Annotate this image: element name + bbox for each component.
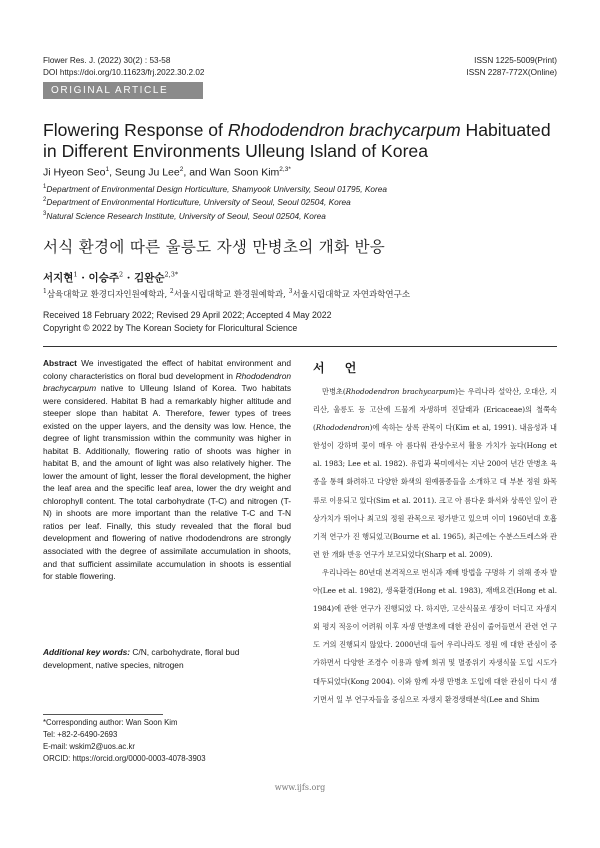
footnote-line: *Corresponding author: Wan Soon Kim: [43, 718, 178, 727]
keywords-text: C/N, carbohydrate, floral bud development, native species, nitrogen: [43, 647, 240, 670]
title-part-1: Flowering Response of: [43, 120, 228, 140]
abstract-line: B, and the amount of light was also relatively higher. The: [71, 458, 292, 469]
abstract-line: Rhododendron brachycarpum native to Ulleung Island of: [43, 370, 292, 394]
copyright-line: Copyright © 2022 by The Korean Society for Floricultural Science: [43, 322, 298, 333]
abstract-line: transmission within the community was higher in habitat B.: [43, 433, 291, 456]
abstract-line: Korea. Two habitats were considered. Habitat B had a: [43, 383, 292, 406]
footnote-line[interactable]: E-mail: wskim2@uos.ac.kr: [43, 741, 135, 751]
footnote-divider: [43, 714, 163, 715]
footnote-line: Tel: +82-2-6490-2693: [43, 729, 118, 739]
abstract-line: sufficient assimilate accumulation in shoots is essential for: [43, 558, 291, 582]
affiliation-item: [43, 209, 387, 222]
body-paragraph: [313, 564, 557, 709]
abstract-line: weight and chlorophyll content. The total carbohydrate (T-C): [43, 483, 291, 506]
body-line: 만병초(Rhododendron brachycarpum)는 우리나라 설악산,: [322, 387, 522, 396]
affiliation-sup: 3: [43, 210, 47, 217]
body-line: 구도 거의 진행되지 않았다. 2000년대 들어 우리나라도 정원: [313, 622, 557, 650]
abstract-line: stable flowering.: [55, 571, 116, 582]
affiliation-item: [43, 182, 387, 195]
corresponding-author-footnote: [43, 717, 206, 765]
korean-affil-sup: 3: [288, 288, 293, 296]
keywords-label: Additional key words:: [43, 647, 131, 657]
korean-affil-text: 서울시립대학교 자연과학연구소: [292, 290, 411, 300]
journal-citation: Flower Res. J. (2022) 30(2) : 53-58: [43, 56, 171, 65]
abstract-line: higher the leaf area and the specific leaf area, lower the dry: [43, 470, 291, 494]
article-type-badge: ORIGINAL ARTICLE: [43, 82, 203, 99]
author-name: Ji Hyeon Seo: [43, 166, 106, 179]
affiliation-text: Department of Environmental Design Horticulture, Shamyook University, Seoul 01795, Korea: [46, 183, 387, 194]
issn-print: ISSN 1225-5009(Print): [474, 56, 557, 65]
affiliation-sup: 2: [43, 197, 47, 204]
abstract-line: revealed that the floral bud development and flowering of: [43, 520, 291, 544]
korean-affil-text: 삼육대학교 환경디자인원예학과,: [46, 290, 168, 300]
body-paragraph: [313, 383, 557, 564]
body-line: 름다워 관상수로서 활용 가치가 높다(Hong et al. 1983; Lee: [313, 441, 557, 469]
affiliation-text: Natural Science Research Institute, University of Seoul, Seoul 02504, Korea: [46, 210, 326, 221]
body-line: 행되었고(Bourne et al. 1965), 최근에는 수분스트레스와 관련: [313, 531, 557, 559]
journal-website[interactable]: www.ijfs.org: [274, 783, 326, 792]
affiliation-text: Department of Environmental Horticulture, University of Seoul, Seoul 02504, Korea: [46, 197, 351, 208]
body-line: 에 대한 관심이 증가하면서 다양한 조경수 이용과 함께 희귀: [313, 640, 557, 668]
footnote-line[interactable]: ORCID: https://orcid.org/0000-0003-4078-3903: [43, 753, 206, 763]
section-heading: 서 언: [313, 361, 365, 375]
korean-affiliation-list: [43, 288, 410, 300]
korean-author-name: 김완순: [134, 272, 165, 284]
journal-header-right: [466, 55, 557, 78]
abstract-line: Therefore, fewer types of trees existed on the upper layers,: [43, 408, 291, 431]
article-title: [43, 120, 563, 162]
author-name: Seung Ju Lee: [114, 166, 180, 179]
introduction-body: [313, 383, 557, 709]
author-list: Ji Hyeon Seo$^1$, Seung Ju Lee$^2$, and Wan Soon Kim$^{2,3*}$: [43, 166, 291, 179]
journal-header-left: [43, 55, 204, 78]
body-line: 관목으로 평가받고 있으며 이미 1960년대 호흡기적 연구가 진: [313, 513, 557, 541]
body-line: 종을 통해 화려하고 다양한 화색의 원예품종들을 소개하고 대: [313, 477, 507, 487]
abstract-label: Abstract: [43, 358, 77, 368]
body-line: 부분 정원 화목류로 이용되고 있다(Sim et al. 2011). 크고 아: [313, 477, 557, 505]
title-species: Rhododendron brachycarpum: [227, 120, 461, 140]
issn-online: ISSN 2287-772X(Online): [466, 67, 557, 77]
body-line: 어려워 이후 자생 만병초에 대한 관심이 줄어들면서 관련 연: [361, 622, 548, 632]
abstract-line: lower the amount of light, lesser the floral development, the: [43, 470, 266, 481]
body-line: et al. 1982). 유럽과 북미에서는 지난 200여 년간 만병초 육: [363, 459, 557, 469]
author-affil-sup: 2,3*: [279, 166, 291, 173]
author-affil-sup: 1: [105, 166, 110, 173]
korean-author-name: 서지현: [43, 272, 74, 284]
korean-author-sup: 2: [118, 270, 124, 279]
body-line: 한 개화 반응 연구가 보고되었다(Sharp et al. 2009).: [322, 549, 493, 559]
abstract-line: relative T-C and T-N ratios per leaf. Finally, this study: [43, 508, 292, 531]
body-line: 다. 하지만, 고산식물로 생장이 더디고 자생지 외 평지 적응이: [313, 604, 557, 632]
body-line: 름다운 화서와 상록인 잎이 관상가치가 뛰어나 최고의 정원: [313, 495, 557, 523]
body-line: (Ericaceae)의 철쭉속(Rhododendron)에 속하는 상록 관목이: [313, 405, 557, 433]
korean-author-sup: 1: [73, 270, 78, 279]
affiliation-item: [43, 195, 387, 208]
body-line: 1983), 재배요건(Hong et al. 1984)에 관한 연구가 진행되었: [313, 586, 557, 614]
author-affil-sup: 2: [179, 166, 184, 173]
korean-affil-sup: 1: [43, 288, 47, 296]
abstract-line: Additionally, flowering ratio of shoots was higher in habitat: [43, 445, 291, 469]
abstract-line: remarkably higher altitude and steeper slope than habitat A.: [43, 395, 292, 419]
korean-author-sup: 2,3*: [164, 270, 179, 279]
body-line: 우리나라는 80년대 본격적으로 번식과 재배 방법을 구명하: [322, 567, 506, 577]
abstract-line: native rhododendrons are strongly associated with the: [43, 533, 291, 556]
korean-affil-sup: 2: [169, 288, 174, 296]
affiliation-list: [43, 182, 387, 222]
abstract-line: and nitrogen (T-N) in shoots are more important than the: [43, 495, 292, 519]
section-divider: [43, 346, 557, 347]
title-part-2: Habituated in Different Environments Ulleung Island of Korea: [43, 120, 551, 161]
article-dates: [43, 309, 332, 334]
abstract-line: degree of assimilate accumulation in shoots, and that: [43, 545, 291, 569]
korean-title: 서식 환경에 따른 울릉도 자생 만병초의 개화 반응: [43, 238, 386, 256]
body-line: 이와 함께 자생 만병초 도입에 대한 관심이 다시 생기면서 일: [313, 676, 557, 704]
body-line: 다(Kim et al, 1991). 내음성과 내한성이 강하며 꽃이 매우 아: [313, 423, 557, 451]
author-name: Wan Soon Kim: [209, 166, 280, 179]
body-line: 및 멸종위기 자생식물 도입 시도가 대두되었다(Kong 2004).: [313, 658, 557, 686]
abstract-line: and the density was low. Hence, the degree of light: [43, 420, 291, 444]
abstract-line: We investigated the effect of habitat environment: [81, 358, 273, 368]
doi-line[interactable]: DOI https://doi.org/10.11623/frj.2022.30.2.02: [43, 67, 205, 77]
body-line: 기 위해 종자 발아(Lee et al. 1982), 생육환경(Hong et al.: [313, 567, 557, 596]
abstract-line: and colony characteristics on floral bud development in: [43, 358, 291, 381]
body-line: 오대산, 지리산, 울릉도 등 고산에 드물게 자생하며 진달래과: [313, 387, 557, 415]
body-line: 부 연구자들을 중심으로 자생지 환경생태분석(Lee and Shim: [345, 694, 540, 704]
korean-author-list: 서지현$^1$ · 이승주$^2$ · 김완순$^{2,3*}$: [43, 270, 179, 284]
keywords: [43, 646, 291, 671]
affiliation-sup: 1: [43, 184, 47, 190]
abstract: [43, 357, 291, 583]
korean-affil-text: 서울시립대학교 환경원예학과,: [173, 290, 286, 300]
korean-author-name: 이승주: [88, 272, 119, 284]
article-history: Received 18 February 2022; Revised 29 April 2022; Accepted 4 May 2022: [43, 310, 332, 320]
